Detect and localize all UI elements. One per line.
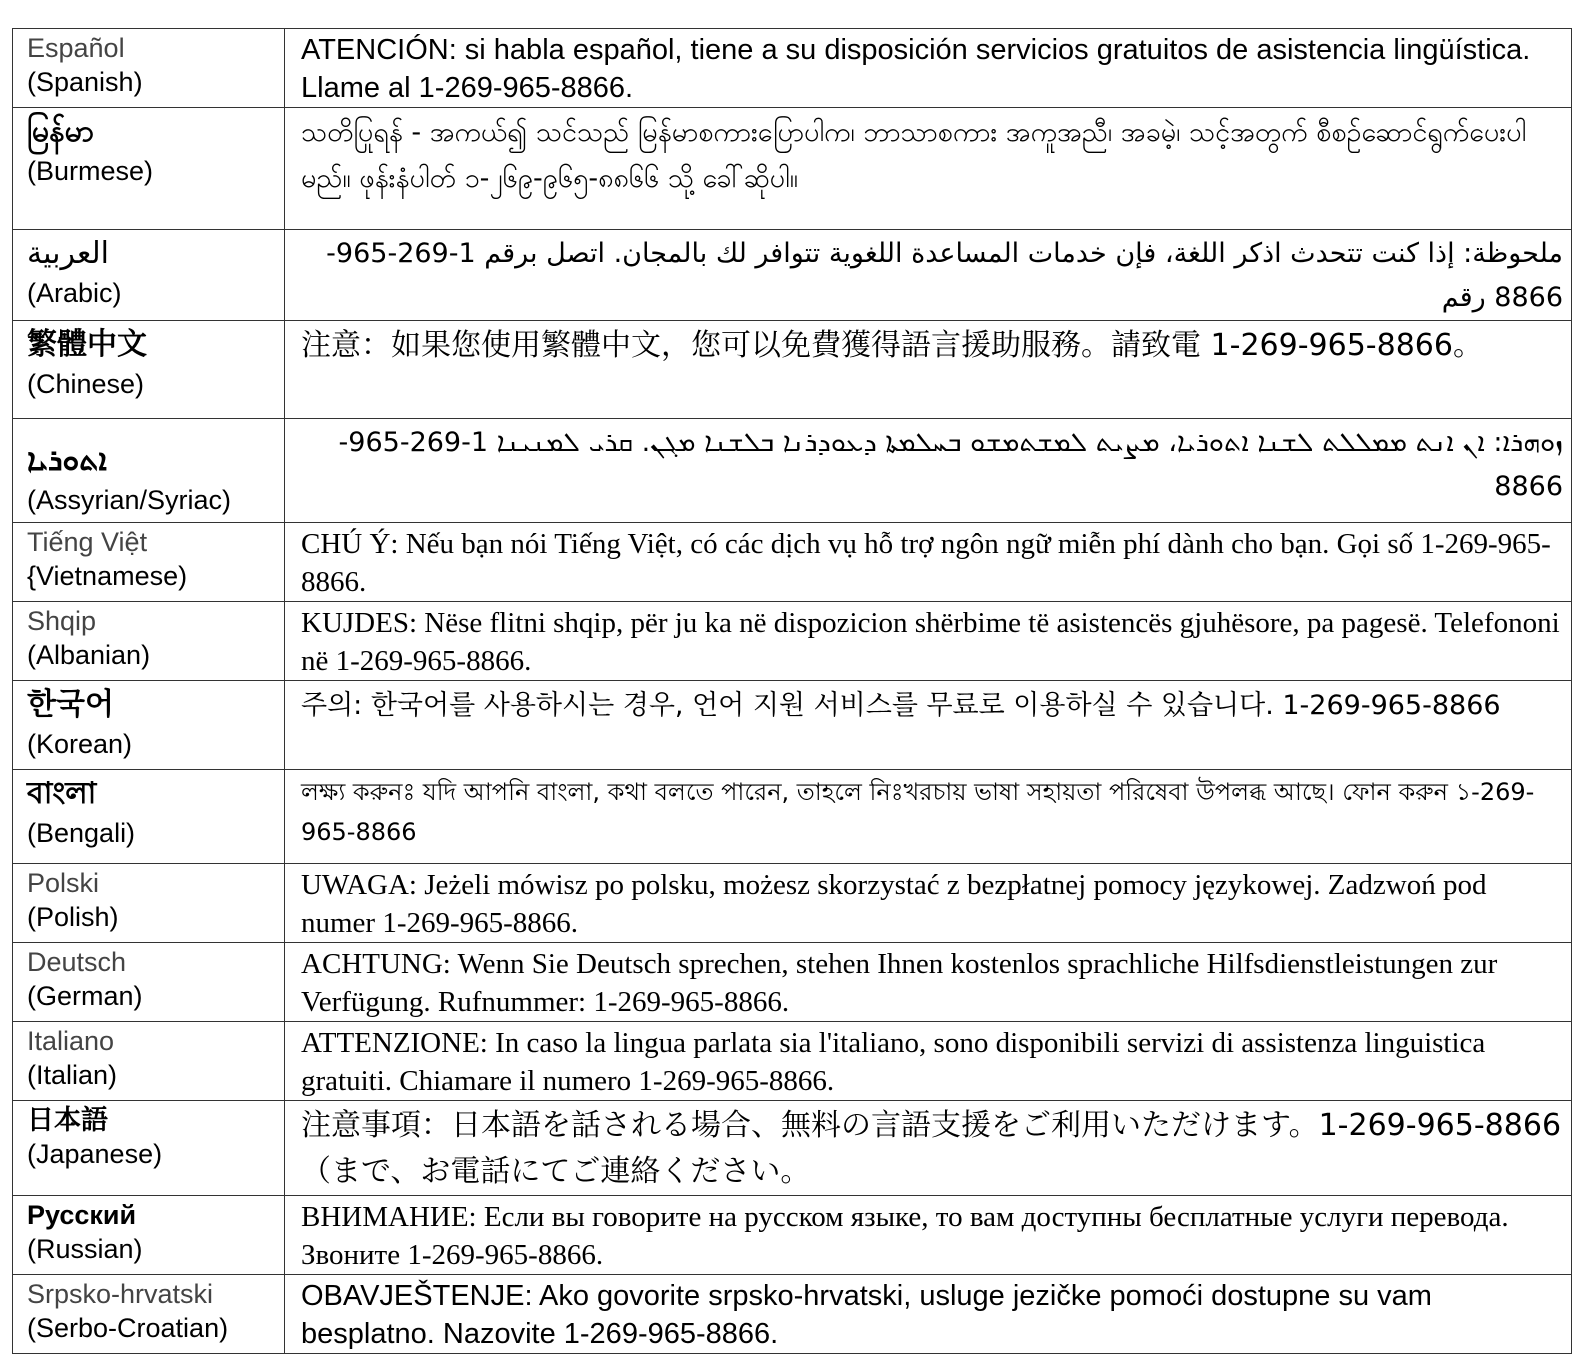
language-native-name: Polski bbox=[27, 868, 100, 898]
language-name-cell bbox=[13, 230, 285, 321]
notice-text: 注意事項：日本語を話される場合、無料の言語支援をご利用いただけます。1-269-965-8866（まで、お電話にてご連絡ください。 bbox=[285, 1101, 1572, 1196]
language-name-cell bbox=[13, 108, 285, 230]
table-row bbox=[13, 1196, 1572, 1275]
language-english-name: (Chinese) bbox=[27, 369, 145, 399]
language-english-name: (Spanish) bbox=[27, 67, 143, 97]
language-english-name: {Vietnamese) bbox=[27, 561, 188, 591]
notice-text: OBAVJEŠTENJE: Ako govorite srpsko-hrvatski, usluge jezičke pomoći dostupne su vam besplatno. Nazovite 1-269-965-8866. bbox=[285, 1275, 1572, 1354]
language-native-name: Tiếng Việt bbox=[27, 527, 148, 557]
language-english-name: (Japanese) bbox=[27, 1139, 163, 1169]
language-name-cell bbox=[13, 864, 285, 943]
language-native-name: Deutsch bbox=[27, 947, 127, 977]
language-english-name: (Russian) bbox=[27, 1234, 143, 1264]
language-english-name: (Serbo-Croatian) bbox=[27, 1313, 229, 1343]
language-english-name: (Italian) bbox=[27, 1060, 118, 1090]
table-row bbox=[13, 523, 1572, 602]
table-row bbox=[13, 108, 1572, 230]
notice-text: 주의: 한국어를 사용하시는 경우, 언어 지원 서비스를 무료로 이용하실 수 있습니다. 1-269-965-8866 bbox=[285, 681, 1572, 770]
table-row bbox=[13, 681, 1572, 770]
table-row bbox=[13, 1275, 1572, 1354]
language-native-name: 繁體中文 bbox=[27, 328, 147, 361]
table-row bbox=[13, 602, 1572, 681]
language-assistance-table bbox=[12, 28, 1572, 1354]
notice-text: CHÚ Ý: Nếu bạn nói Tiếng Việt, có các dịch vụ hỗ trợ ngôn ngữ miễn phí dành cho bạn. Gọi số 1-269-965-8866. bbox=[285, 523, 1572, 602]
language-english-name: (Bengali) bbox=[27, 818, 136, 848]
notice-text: ACHTUNG: Wenn Sie Deutsch sprechen, stehen Ihnen kostenlos sprachliche Hilfsdienstleistungen zur Verfügung. Rufnummer: 1-269-965-8866. bbox=[285, 943, 1572, 1022]
language-native-name: 한국어 bbox=[27, 688, 114, 721]
notice-text: ATENCIÓN: si habla español, tiene a su disposición servicios gratuitos de asistencia lingüística. Llame al 1-269-965-8866. bbox=[285, 29, 1572, 108]
language-name-cell bbox=[13, 1275, 285, 1354]
table-row bbox=[13, 321, 1572, 419]
notice-text: ВНИМАНИЕ: Если вы говорите на русском языке, то вам доступны бесплатные услуги перевода. Звоните 1-269-965-8866. bbox=[285, 1196, 1572, 1275]
language-native-name: العربية bbox=[27, 237, 109, 270]
notice-text: লক্ষ্য করুনঃ যদি আপনি বাংলা, কথা বলতে পারেন, তাহলে নিঃখরচায় ভাষা সহায়তা পরিষেবা উপলব্ধ আছে। ফোন করুন ১-269-965-8866 bbox=[285, 770, 1572, 864]
table-row bbox=[13, 29, 1572, 108]
language-name-cell bbox=[13, 681, 285, 770]
notice-text: ATTENZIONE: In caso la lingua parlata sia l'italiano, sono disponibili servizi di assistenza linguistica gratuiti. Chiamare il numero 1-269-965-8866. bbox=[285, 1022, 1572, 1101]
language-english-name: (Korean) bbox=[27, 729, 133, 759]
notice-text: UWAGA: Jeżeli mówisz po polsku, możesz skorzystać z bezpłatnej pomocy językowej. Zadzwoń pod numer 1-269-965-8866. bbox=[285, 864, 1572, 943]
language-english-name: (German) bbox=[27, 981, 143, 1011]
language-english-name: (Albanian) bbox=[27, 640, 151, 670]
language-name-cell bbox=[13, 770, 285, 864]
notice-text: 注意：如果您使用繁體中文，您可以免費獲得語言援助服務。請致電 1-269-965-8866。 bbox=[285, 321, 1572, 419]
language-name-cell bbox=[13, 321, 285, 419]
notice-text: KUJDES: Nëse flitni shqip, për ju ka në dispozicion shërbime të asistencës gjuhësore, pa pagesë. Telefononi në 1-269-965-8866. bbox=[285, 602, 1572, 681]
table-row bbox=[13, 864, 1572, 943]
language-name-cell bbox=[13, 523, 285, 602]
table-row bbox=[13, 1022, 1572, 1101]
notice-text: သတိပြုရန် - အကယ်၍ သင်သည် မြန်မာစကားပြောပါက၊ ဘာသာစကား အကူအညီ၊ အခမဲ့၊ သင့်အတွက် စီစဉ်ဆောင်ရွက်ပေးပါမည်။ ဖုန်းနံပါတ် ၁-၂၆၉-၉၆၅-၈၈၆၆ သို့ ခေါ်ဆိုပါ။ bbox=[285, 108, 1572, 230]
language-english-name: (Arabic) bbox=[27, 278, 122, 308]
language-name-cell bbox=[13, 29, 285, 108]
table-row bbox=[13, 770, 1572, 864]
table-row bbox=[13, 943, 1572, 1022]
language-name-cell bbox=[13, 602, 285, 681]
language-english-name: (Polish) bbox=[27, 902, 119, 932]
language-native-name: Srpsko-hrvatski bbox=[27, 1279, 214, 1309]
language-english-name: (Assyrian/Syriac) bbox=[27, 485, 232, 515]
language-native-name: 日本語 bbox=[27, 1105, 108, 1135]
language-name-cell bbox=[13, 1022, 285, 1101]
language-english-name: (Burmese) bbox=[27, 156, 154, 186]
language-name-cell bbox=[13, 943, 285, 1022]
language-native-name: Español bbox=[27, 33, 125, 63]
language-name-cell bbox=[13, 1101, 285, 1196]
language-name-cell bbox=[13, 1196, 285, 1275]
language-native-name: Shqip bbox=[27, 606, 97, 636]
table-row bbox=[13, 1101, 1572, 1196]
language-native-name: ܐܬܘܪܝܐ bbox=[27, 444, 107, 477]
notice-text: ملحوظة: إذا كنت تتحدث اذكر اللغة، فإن خدمات المساعدة اللغوية تتوافر لك بالمجان. اتصل برقم 1-269-965-8866 رقم bbox=[285, 230, 1572, 321]
language-native-name: Italiano bbox=[27, 1026, 115, 1056]
language-native-name: Русский bbox=[27, 1200, 137, 1230]
notice-text: ܙܘܗܪܐ: ܐܢ ܐܢܬ ܡܡܠܠܬ ܠܫܢܐ ܐܬܘܪܝܐ، ܡܨܝܬ ܠܡܫܬܡܫܘ ܒܚܠܡܬܐ ܕܥܘܕܪܢܐ ܒܠܫܢܐ ܡܓܢ. ܩܪܝ ܠܡܢܝܢܐ 1-269-965-8866 bbox=[285, 419, 1572, 523]
language-native-name: বাংলা bbox=[27, 777, 97, 810]
language-native-name: မြန်မာ bbox=[27, 115, 95, 148]
language-name-cell bbox=[13, 419, 285, 523]
table-row bbox=[13, 230, 1572, 321]
table-row bbox=[13, 419, 1572, 523]
